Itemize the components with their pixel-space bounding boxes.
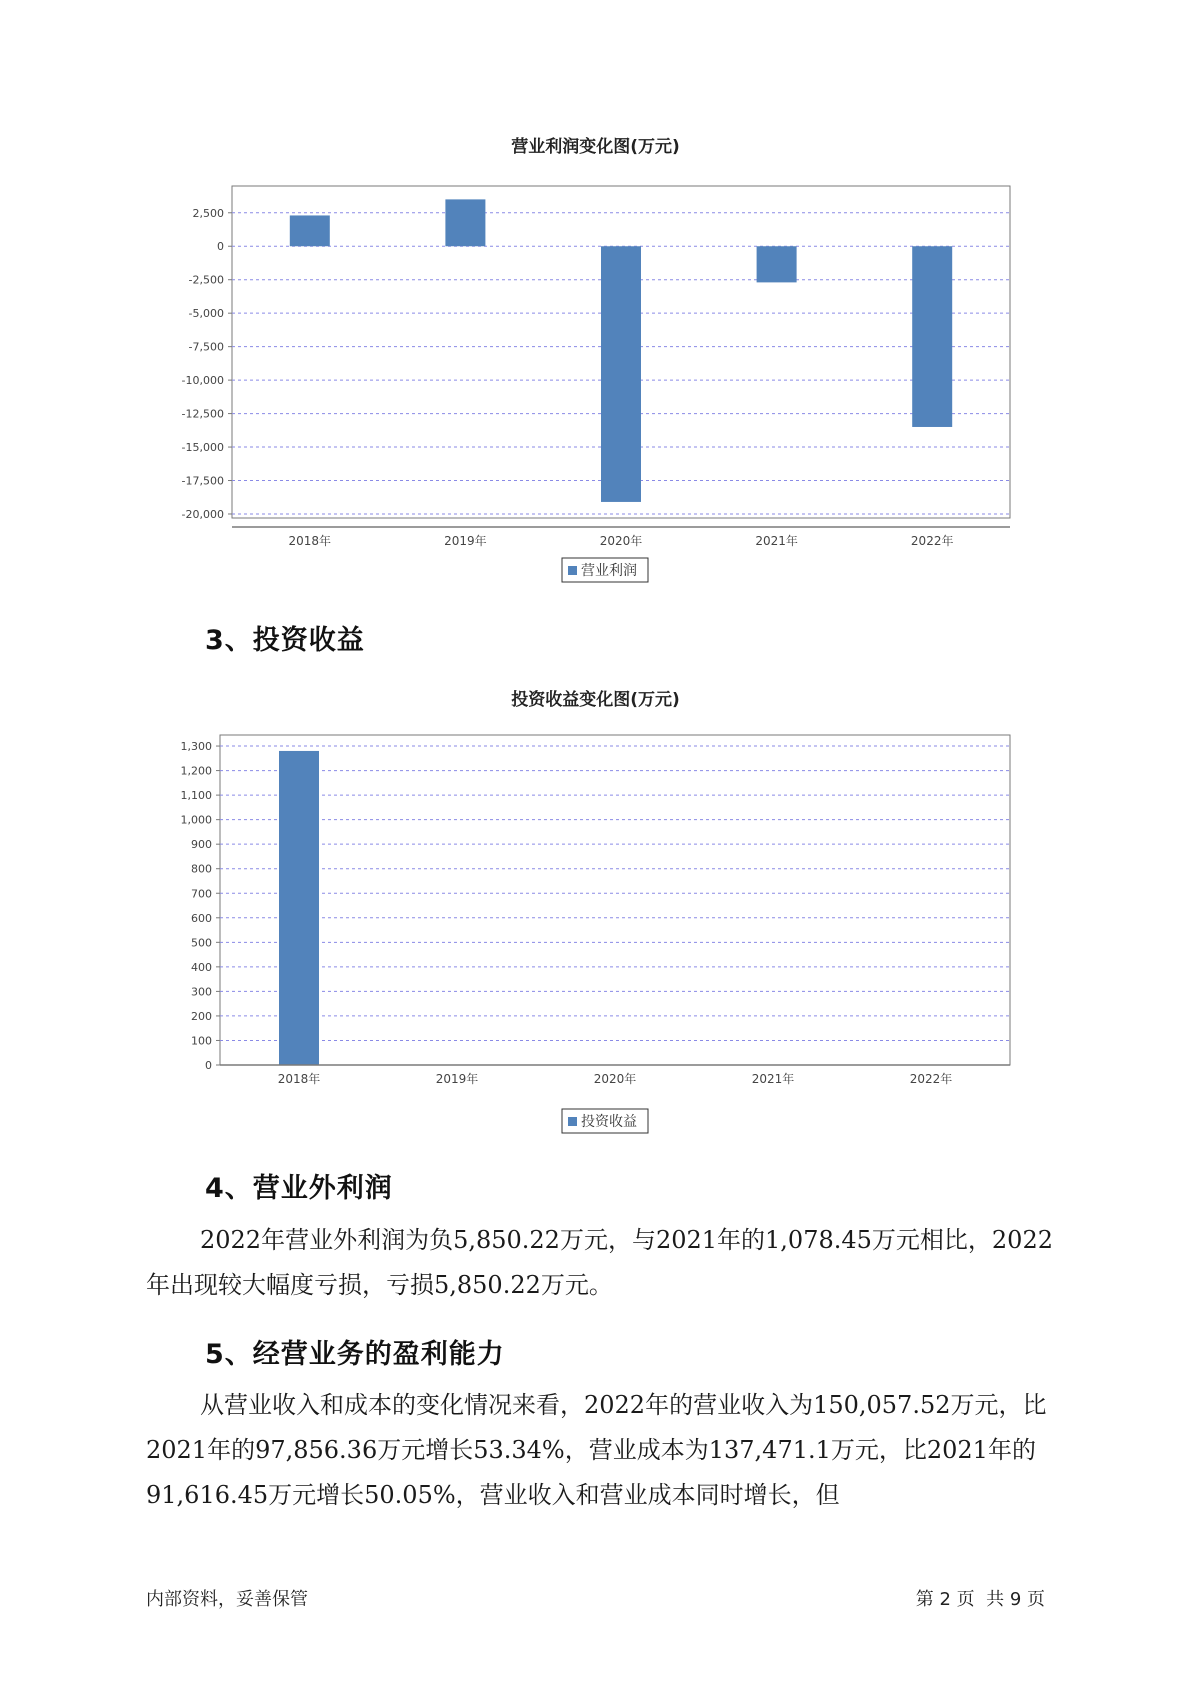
x-tick-label: 2020年 [593, 1072, 637, 1086]
y-tick-label: 1,100 [180, 789, 212, 803]
plot-area [220, 735, 1010, 1065]
y-tick-label: 500 [191, 936, 212, 950]
section-5-heading: 5、经营业务的盈利能力 [205, 1339, 505, 1370]
x-tick-label: 2022年 [910, 534, 954, 548]
bar-2018年 [279, 751, 319, 1065]
x-tick-label: 2021年 [751, 1072, 795, 1086]
y-tick-label: 0 [205, 1059, 212, 1072]
y-tick-label: 600 [191, 911, 212, 925]
y-tick-label: 900 [191, 838, 212, 852]
x-tick-label: 2021年 [755, 534, 798, 548]
x-tick-label: 2018年 [277, 1072, 321, 1086]
y-tick-label: 1,000 [180, 813, 212, 827]
y-tick-label: -12,500 [181, 407, 224, 421]
section-3-heading: 3、投资收益 [205, 625, 365, 656]
y-tick-label: 1,200 [180, 764, 212, 778]
section-4-paragraph: 2022年营业外利润为负5,850.22万元，与2021年的1,078.45万元相比，2022年出现较大幅度亏损，亏损5,850.22万元。 [146, 1226, 1053, 1299]
y-tick-label: 400 [191, 960, 212, 974]
x-tick-label: 2022年 [909, 1072, 953, 1086]
y-tick-label: -10,000 [181, 374, 224, 388]
y-tick-label: 1,300 [180, 740, 212, 754]
footer-confidential-note: 内部资料，妥善保管 [146, 1589, 308, 1610]
section-4-heading: 4、营业外利润 [205, 1173, 393, 1204]
legend-label: 投资收益 [581, 1114, 637, 1130]
footer-page-number: 第 2 页 共 9 页 [915, 1589, 1045, 1610]
chart1-title: 营业利润变化图(万元) [511, 137, 680, 157]
y-tick-label: 100 [191, 1034, 212, 1048]
y-tick-label: -5,000 [188, 307, 224, 321]
legend-label: 营业利润 [581, 563, 637, 579]
y-tick-label: 200 [191, 1009, 212, 1023]
y-tick-label: 700 [191, 887, 212, 901]
x-tick-label: 2020年 [599, 534, 643, 548]
y-tick-label: 300 [191, 985, 212, 999]
y-tick-label: 2,500 [192, 206, 224, 220]
x-tick-label: 2018年 [288, 534, 332, 548]
section-5-paragraph: 从营业收入和成本的变化情况来看，2022年的营业收入为150,057.52万元，比2021年的97,856.36万元增长53.34%，营业成本为137,471.1万元，比2021年的91,616.45万元增长50.05%，营业收入和营业成本同时增长，但 [146, 1391, 1047, 1509]
y-tick-label: -2,500 [188, 273, 224, 287]
x-tick-label: 2019年 [444, 534, 487, 548]
chart2-title: 投资收益变化图(万元) [511, 690, 680, 710]
y-tick-label: -17,500 [181, 474, 224, 488]
y-tick-label: -20,000 [181, 507, 224, 521]
y-tick-label: -15,000 [181, 441, 224, 455]
y-tick-label: 0 [217, 240, 224, 254]
x-tick-label: 2019年 [435, 1072, 479, 1086]
y-tick-label: -7,500 [188, 340, 224, 354]
legend [562, 1109, 648, 1133]
legend-swatch [568, 1117, 577, 1126]
y-tick-label: 800 [191, 862, 212, 876]
